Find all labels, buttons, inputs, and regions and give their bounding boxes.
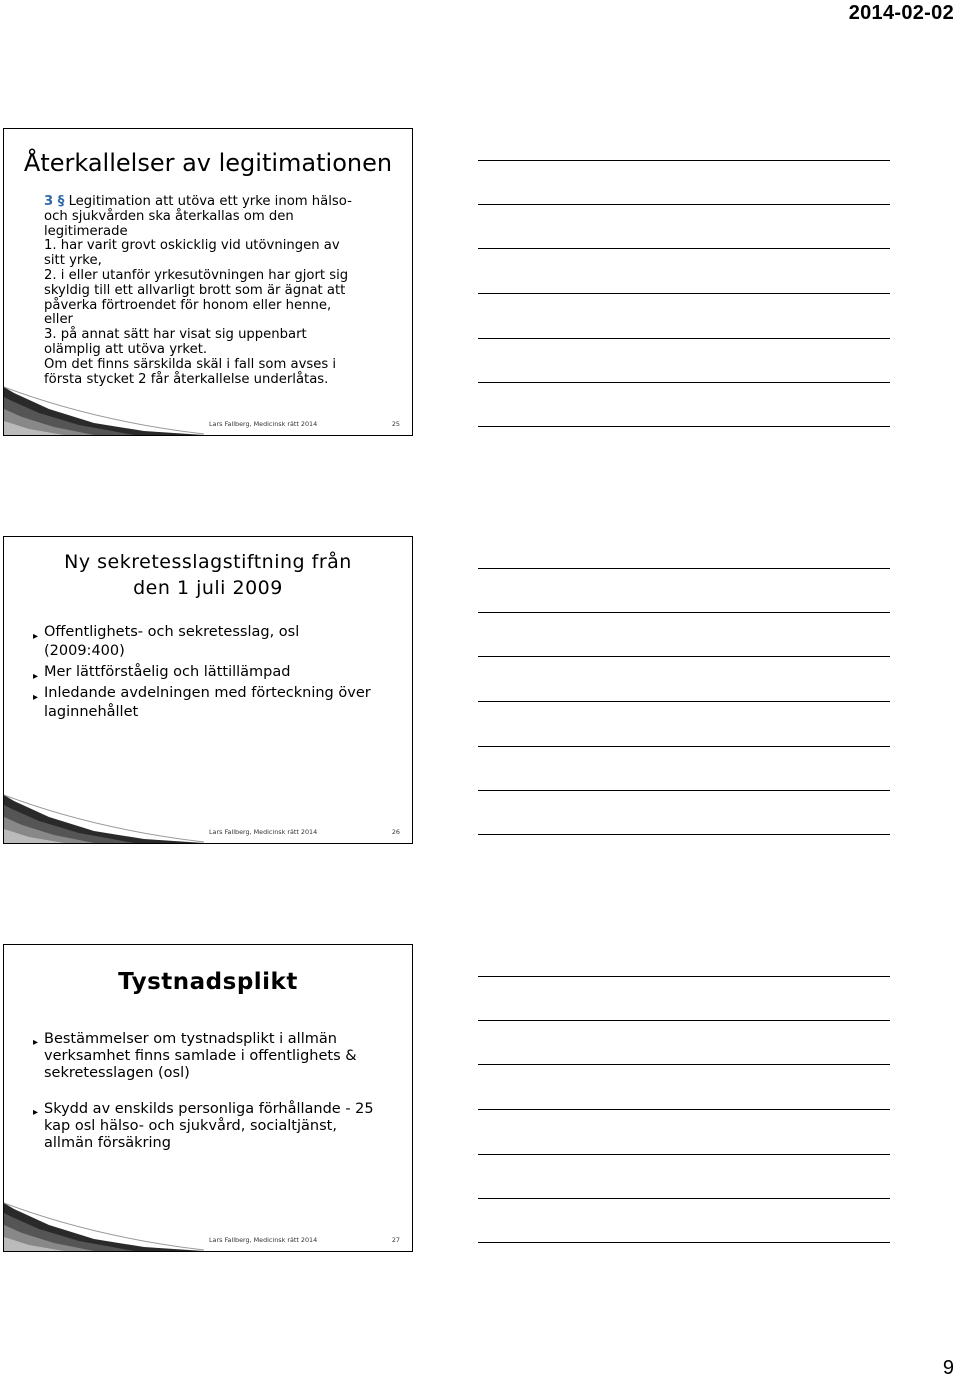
note-line (478, 612, 890, 613)
bullet-item: ▸ Mer lättförståelig och lättillämpad (32, 663, 402, 682)
note-line (478, 1198, 890, 1199)
bullet-item: ▸ Offentlighets- och sekretesslag, osl (2009:400) (33, 624, 300, 659)
body-line: legitimerade (44, 223, 128, 239)
note-line (478, 248, 890, 249)
bullet-item: ▸ Skydd av enskilds personliga förhållande - 25 kap osl hälso- och sjukvård, socialtjänst, allmän försäkring (33, 1101, 374, 1151)
note-line (478, 701, 890, 702)
slide-26 (3, 536, 413, 844)
slide-body (44, 195, 404, 387)
slide-footer: Lars Fallberg, Medicinsk rätt 2014 (209, 1236, 318, 1244)
title-line: Ny sekretesslagstiftning från (64, 551, 352, 573)
slide-footer: Lars Fallberg, Medicinsk rätt 2014 (209, 420, 318, 428)
bullet-arrow-icon: ▸ (33, 1107, 39, 1118)
note-line (478, 293, 890, 294)
bullet-arrow-icon: ▸ (33, 631, 39, 642)
slide-title (4, 549, 412, 601)
section-sign: 3 § (44, 194, 65, 209)
body-line: olämplig att utöva yrket. (44, 341, 208, 357)
note-line (478, 790, 890, 791)
corner-swoosh-graphic (4, 793, 204, 843)
bullet-arrow-icon: ▸ (33, 692, 39, 703)
body-line: Om det finns särskilda skäl i fall som avses i (44, 356, 337, 372)
slide-27 (3, 944, 413, 1252)
note-line (478, 1064, 890, 1065)
slide-number: 26 (391, 828, 400, 836)
bullet-list (32, 623, 402, 724)
body-line: påverka förtroendet för honom eller henne, (44, 297, 332, 313)
slide-number: 25 (391, 420, 400, 428)
note-line (478, 834, 890, 835)
body-line: eller (44, 312, 73, 328)
note-line (478, 976, 890, 977)
page-date: 2014-02-02 (848, 2, 954, 24)
slide-25 (3, 128, 413, 436)
corner-swoosh-graphic (4, 1201, 204, 1251)
note-line (478, 338, 890, 339)
note-line (478, 656, 890, 657)
body-line: 3. på annat sätt har visat sig uppenbart (44, 327, 307, 343)
bullet-item: ▸ Inledande avdelningen med förteckning över laginnehållet (33, 685, 371, 720)
body-line: sitt yrke, (44, 253, 102, 269)
note-line (478, 1020, 890, 1021)
title-line: den 1 juli 2009 (133, 577, 283, 599)
body-line: 2. i eller utanför yrkesutövningen har gjort sig (44, 267, 349, 283)
page-number: 9 (942, 1357, 954, 1379)
note-line (478, 382, 890, 383)
bullet-arrow-icon: ▸ (33, 1037, 39, 1048)
body-line: 3 § Legitimation att utöva ett yrke inom hälso- (44, 194, 352, 209)
body-line: första stycket 2 får återkallelse underlåtas. (44, 371, 329, 387)
note-line (478, 1154, 890, 1155)
note-line (478, 1242, 890, 1243)
note-line (478, 1109, 890, 1110)
note-line (478, 746, 890, 747)
bullet-arrow-icon: ▸ (33, 671, 39, 682)
note-line (478, 160, 890, 161)
slide-footer: Lars Fallberg, Medicinsk rätt 2014 (209, 828, 318, 836)
note-line (478, 204, 890, 205)
slide-title: Återkallelser av legitimationen (23, 149, 393, 177)
body-line: skyldig till ett allvarligt brott som är ägnat att (44, 282, 346, 298)
note-line (478, 568, 890, 569)
note-line (478, 426, 890, 427)
body-line: 1. har varit grovt oskicklig vid utövningen av (44, 238, 340, 254)
bullet-item: ▸ Bestämmelser om tystnadsplikt i allmän verksamhet finns samlade i offentlighets & sekretesslagen (osl) (33, 1031, 357, 1081)
slide-title: Tystnadsplikt (118, 969, 298, 995)
bullet-list (32, 1031, 402, 1171)
body-line: och sjukvården ska återkallas om den (44, 208, 294, 224)
corner-swoosh-graphic (4, 385, 204, 435)
slide-number: 27 (391, 1236, 400, 1244)
